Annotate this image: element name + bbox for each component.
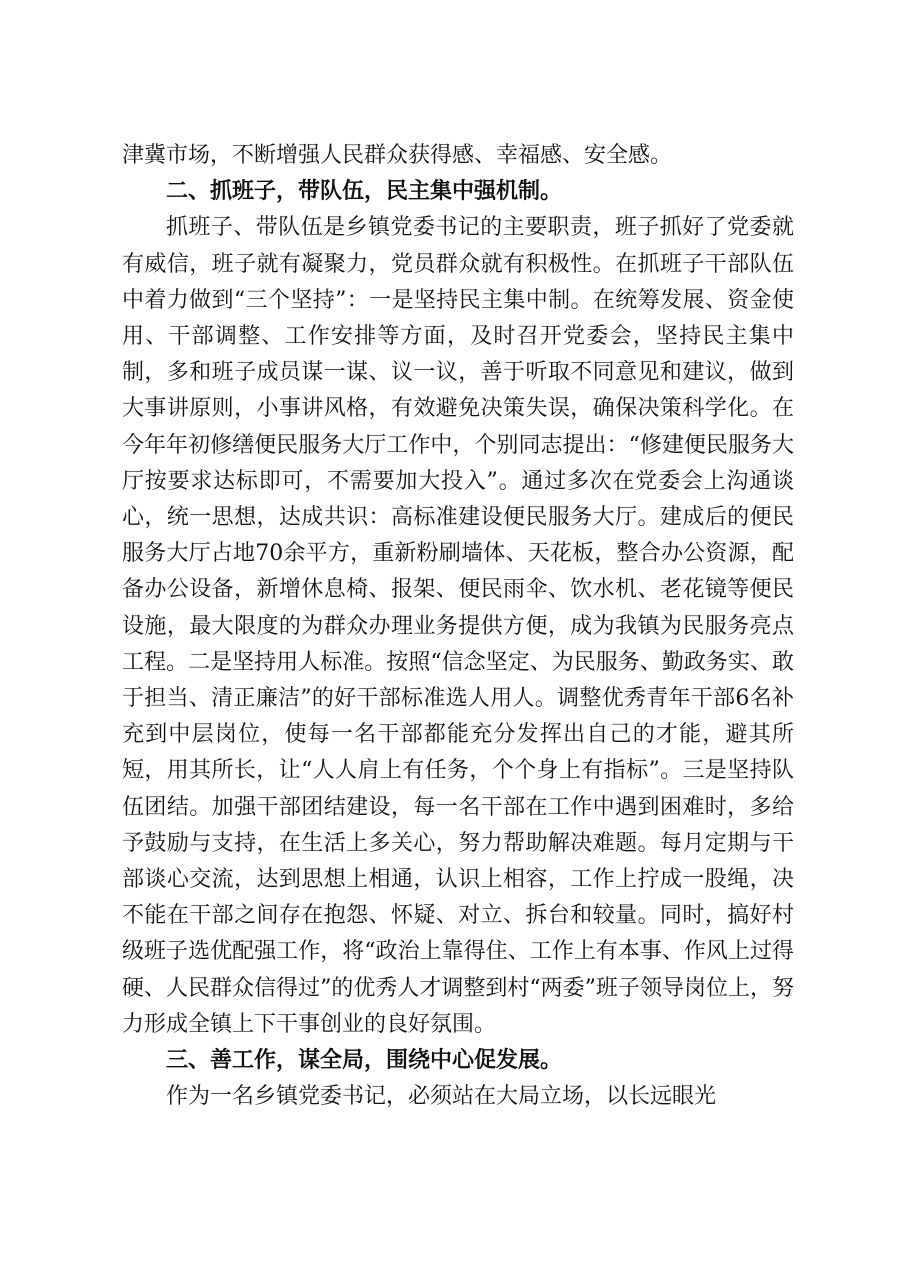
carryover-paragraph: 津冀市场，不断增强人民群众获得感、幸福感、安全感。	[122, 143, 673, 168]
section-heading-2: 二、抓班子，带队伍，民主集中强机制。	[166, 179, 563, 205]
section-body-2: 抓班子、带队伍是乡镇党委书记的主要职责，班子抓好了党委就有威信，班子就有凝聚力，党员群众就有积极性。在抓班子干部队伍中着力做到“三个坚持”：一是坚持民主集中制。在统筹发展、资金使用、干部调整、工作安排等方面，及时召开党委会，坚持民主集中制，多和班子成员谋一谋、议一议，善于听取不同意见和建议，做到大事讲原则，小事讲风格，有效避免决策失误，确保决策科学化。在今年年初修缮便民服务大厅工作中，个别同志提出：“修建便民服务大厅按要求达标即可，不需要加大投入”。通过多次在党委会上沟通谈心，统一思想，达成共识：高标准建设便民服务大厅。建成后的便民服务大厅占地70余平方，重新粉刷墙体、天花板，整合办公资源，配备办公设备，新增休息椅、报架、便民雨伞、饮水机、老花镜等便民设施，最大限度的为群众办理业务提供方便，成为我镇为民服务亮点工程。二是坚持用人标准。按照“信念坚定、为民服务、勤政务实、敢于担当、清正廉洁”的好干部标准选人用人。调整优秀青年干部6名补充到中层岗位，使每一名干部都能充分发挥出自己的才能，避其所短，用其所长，让“人人肩上有任务，个个身上有指标”。三是坚持队伍团结。加强干部团结建设，每一名干部在工作中遇到困难时，多给予鼓励与支持，在生活上多关心，努力帮助解决难题。每月定期与干部谈心交流，达到思想上相通，认识上相容，工作上拧成一股绳，决不能在干部之间存在抱怨、怀疑、对立、拆台和较量。同时，搞好村级班子选优配强工作，将“政治上靠得住、工作上有本事、作风上过得硬、人民群众信得过”的优秀人才调整到村“两委”班子领导岗位上，努力形成全镇上下干事创业的良好氛围。	[122, 215, 794, 1037]
section-heading-3: 三、善工作，谋全局，围绕中心促发展。	[166, 1048, 563, 1074]
section-body-3: 作为一名乡镇党委书记，必须站在大局立场，以长远眼光	[166, 1084, 717, 1110]
document-page	[122, 138, 794, 1115]
